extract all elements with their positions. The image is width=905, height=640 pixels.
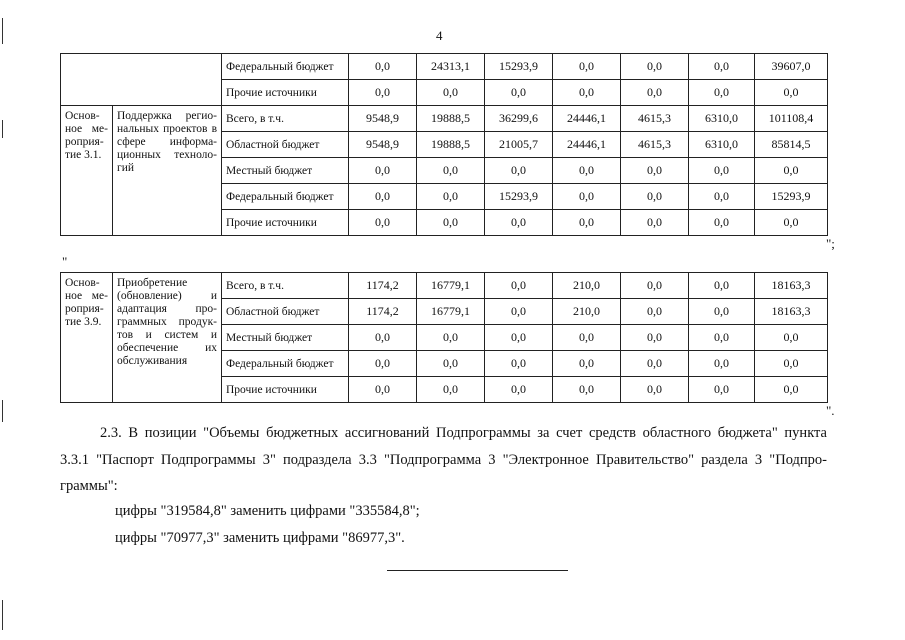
value-cell: 0,0 <box>349 54 417 80</box>
value-cell: 0,0 <box>417 210 485 236</box>
value-cell: 0,0 <box>689 377 755 403</box>
value-cell: 39607,0 <box>755 54 828 80</box>
value-cell: 24446,1 <box>553 132 621 158</box>
value-cell: 24313,1 <box>417 54 485 80</box>
measure-code: Основ-ное ме-роприя-тие 3.1. <box>61 106 113 236</box>
value-cell: 9548,9 <box>349 132 417 158</box>
value-cell: 0,0 <box>689 80 755 106</box>
value-cell: 4615,3 <box>621 132 689 158</box>
value-cell: 0,0 <box>417 184 485 210</box>
value-cell: 0,0 <box>485 325 553 351</box>
value-cell: 0,0 <box>485 80 553 106</box>
funding-source: Областной бюджет <box>222 299 349 325</box>
value-cell: 19888,5 <box>417 132 485 158</box>
value-cell: 0,0 <box>417 351 485 377</box>
value-cell: 0,0 <box>553 158 621 184</box>
value-cell: 1174,2 <box>349 273 417 299</box>
value-cell: 0,0 <box>755 377 828 403</box>
table-row <box>61 106 828 132</box>
value-cell: 0,0 <box>621 351 689 377</box>
value-cell: 0,0 <box>689 158 755 184</box>
value-cell: 19888,5 <box>417 106 485 132</box>
funding-source: Областной бюджет <box>222 132 349 158</box>
value-cell: 0,0 <box>349 377 417 403</box>
value-cell: 0,0 <box>755 158 828 184</box>
value-cell: 0,0 <box>553 184 621 210</box>
value-cell: 0,0 <box>621 184 689 210</box>
funding-source: Местный бюджет <box>222 325 349 351</box>
value-cell: 18163,3 <box>755 273 828 299</box>
value-cell: 0,0 <box>349 184 417 210</box>
replacement-line: цифры "70977,3" заменить цифрами "86977,3". <box>115 530 405 546</box>
value-cell: 4615,3 <box>621 106 689 132</box>
value-cell: 0,0 <box>689 210 755 236</box>
value-cell: 0,0 <box>485 299 553 325</box>
funding-source: Федеральный бюджет <box>222 54 349 80</box>
funding-source: Всего, в т.ч. <box>222 273 349 299</box>
value-cell: 0,0 <box>349 351 417 377</box>
value-cell: 0,0 <box>417 325 485 351</box>
value-cell: 0,0 <box>621 299 689 325</box>
closing-quote-marker: "; <box>826 236 835 251</box>
paragraph-line: 3.3.1 "Паспорт Подпрограммы 3" подраздела 3.3 "Подпрограмма 3 "Электронное Правительство" раздела 3 "Подпро- <box>60 452 827 468</box>
value-cell: 6310,0 <box>689 132 755 158</box>
value-cell: 16779,1 <box>417 273 485 299</box>
value-cell: 0,0 <box>485 158 553 184</box>
value-cell: 0,0 <box>689 325 755 351</box>
value-cell: 0,0 <box>485 377 553 403</box>
paragraph-line: 2.3. В позиции "Объемы бюджетных ассигнований Подпрограммы за счет средств областного бюджета" пункта <box>100 425 827 441</box>
value-cell: 0,0 <box>689 299 755 325</box>
value-cell: 9548,9 <box>349 106 417 132</box>
value-cell: 0,0 <box>417 80 485 106</box>
value-cell: 0,0 <box>553 325 621 351</box>
value-cell: 0,0 <box>553 54 621 80</box>
value-cell: 0,0 <box>485 273 553 299</box>
value-cell: 1174,2 <box>349 299 417 325</box>
value-cell: 85814,5 <box>755 132 828 158</box>
value-cell: 0,0 <box>349 158 417 184</box>
value-cell: 0,0 <box>621 325 689 351</box>
budget-table-top <box>60 53 828 236</box>
value-cell: 36299,6 <box>485 106 553 132</box>
value-cell: 0,0 <box>621 158 689 184</box>
value-cell: 0,0 <box>621 80 689 106</box>
measure-name: Поддержка регио-нальных проектов в сфере информа-ционных техноло-гий <box>113 106 222 236</box>
value-cell: 24446,1 <box>553 106 621 132</box>
value-cell: 0,0 <box>689 54 755 80</box>
value-cell: 101108,4 <box>755 106 828 132</box>
value-cell: 0,0 <box>417 377 485 403</box>
funding-source: Местный бюджет <box>222 158 349 184</box>
funding-source: Федеральный бюджет <box>222 351 349 377</box>
value-cell: 0,0 <box>689 351 755 377</box>
edge-mark <box>2 18 3 44</box>
value-cell: 0,0 <box>553 210 621 236</box>
edge-mark <box>2 120 3 138</box>
value-cell: 0,0 <box>553 80 621 106</box>
value-cell: 0,0 <box>349 325 417 351</box>
value-cell: 0,0 <box>485 351 553 377</box>
empty-cell <box>61 54 222 106</box>
page-number: 4 <box>436 28 443 43</box>
measure-name: Приобретение (обновление) и адаптация про-граммных продук-тов и систем и обеспечение их обслуживания <box>113 273 222 403</box>
edge-mark <box>2 600 3 630</box>
value-cell: 0,0 <box>417 158 485 184</box>
value-cell: 15293,9 <box>485 54 553 80</box>
separator-line <box>387 570 568 571</box>
measure-code: Основ-ное ме-роприя-тие 3.9. <box>61 273 113 403</box>
paragraph-line: граммы": <box>60 478 118 494</box>
value-cell: 6310,0 <box>689 106 755 132</box>
value-cell: 210,0 <box>553 299 621 325</box>
value-cell: 15293,9 <box>485 184 553 210</box>
value-cell: 16779,1 <box>417 299 485 325</box>
value-cell: 0,0 <box>621 210 689 236</box>
funding-source: Всего, в т.ч. <box>222 106 349 132</box>
value-cell: 0,0 <box>553 351 621 377</box>
value-cell: 0,0 <box>349 210 417 236</box>
value-cell: 210,0 <box>553 273 621 299</box>
value-cell: 0,0 <box>689 273 755 299</box>
value-cell: 0,0 <box>349 80 417 106</box>
funding-source: Прочие источники <box>222 80 349 106</box>
value-cell: 0,0 <box>689 184 755 210</box>
value-cell: 0,0 <box>621 377 689 403</box>
replacement-line: цифры "319584,8" заменить цифрами "335584,8"; <box>115 503 420 519</box>
value-cell: 0,0 <box>755 80 828 106</box>
value-cell: 0,0 <box>485 210 553 236</box>
value-cell: 21005,7 <box>485 132 553 158</box>
value-cell: 15293,9 <box>755 184 828 210</box>
value-cell: 0,0 <box>621 273 689 299</box>
table-row <box>61 54 828 80</box>
edge-mark <box>2 400 3 422</box>
funding-source: Федеральный бюджет <box>222 184 349 210</box>
value-cell: 18163,3 <box>755 299 828 325</box>
value-cell: 0,0 <box>755 351 828 377</box>
opening-quote-marker: " <box>62 254 68 269</box>
funding-source: Прочие источники <box>222 210 349 236</box>
value-cell: 0,0 <box>755 325 828 351</box>
budget-table-bottom <box>60 272 828 403</box>
funding-source: Прочие источники <box>222 377 349 403</box>
value-cell: 0,0 <box>621 54 689 80</box>
value-cell: 0,0 <box>755 210 828 236</box>
closing-quote-marker: ". <box>826 403 835 418</box>
table-row <box>61 273 828 299</box>
value-cell: 0,0 <box>553 377 621 403</box>
